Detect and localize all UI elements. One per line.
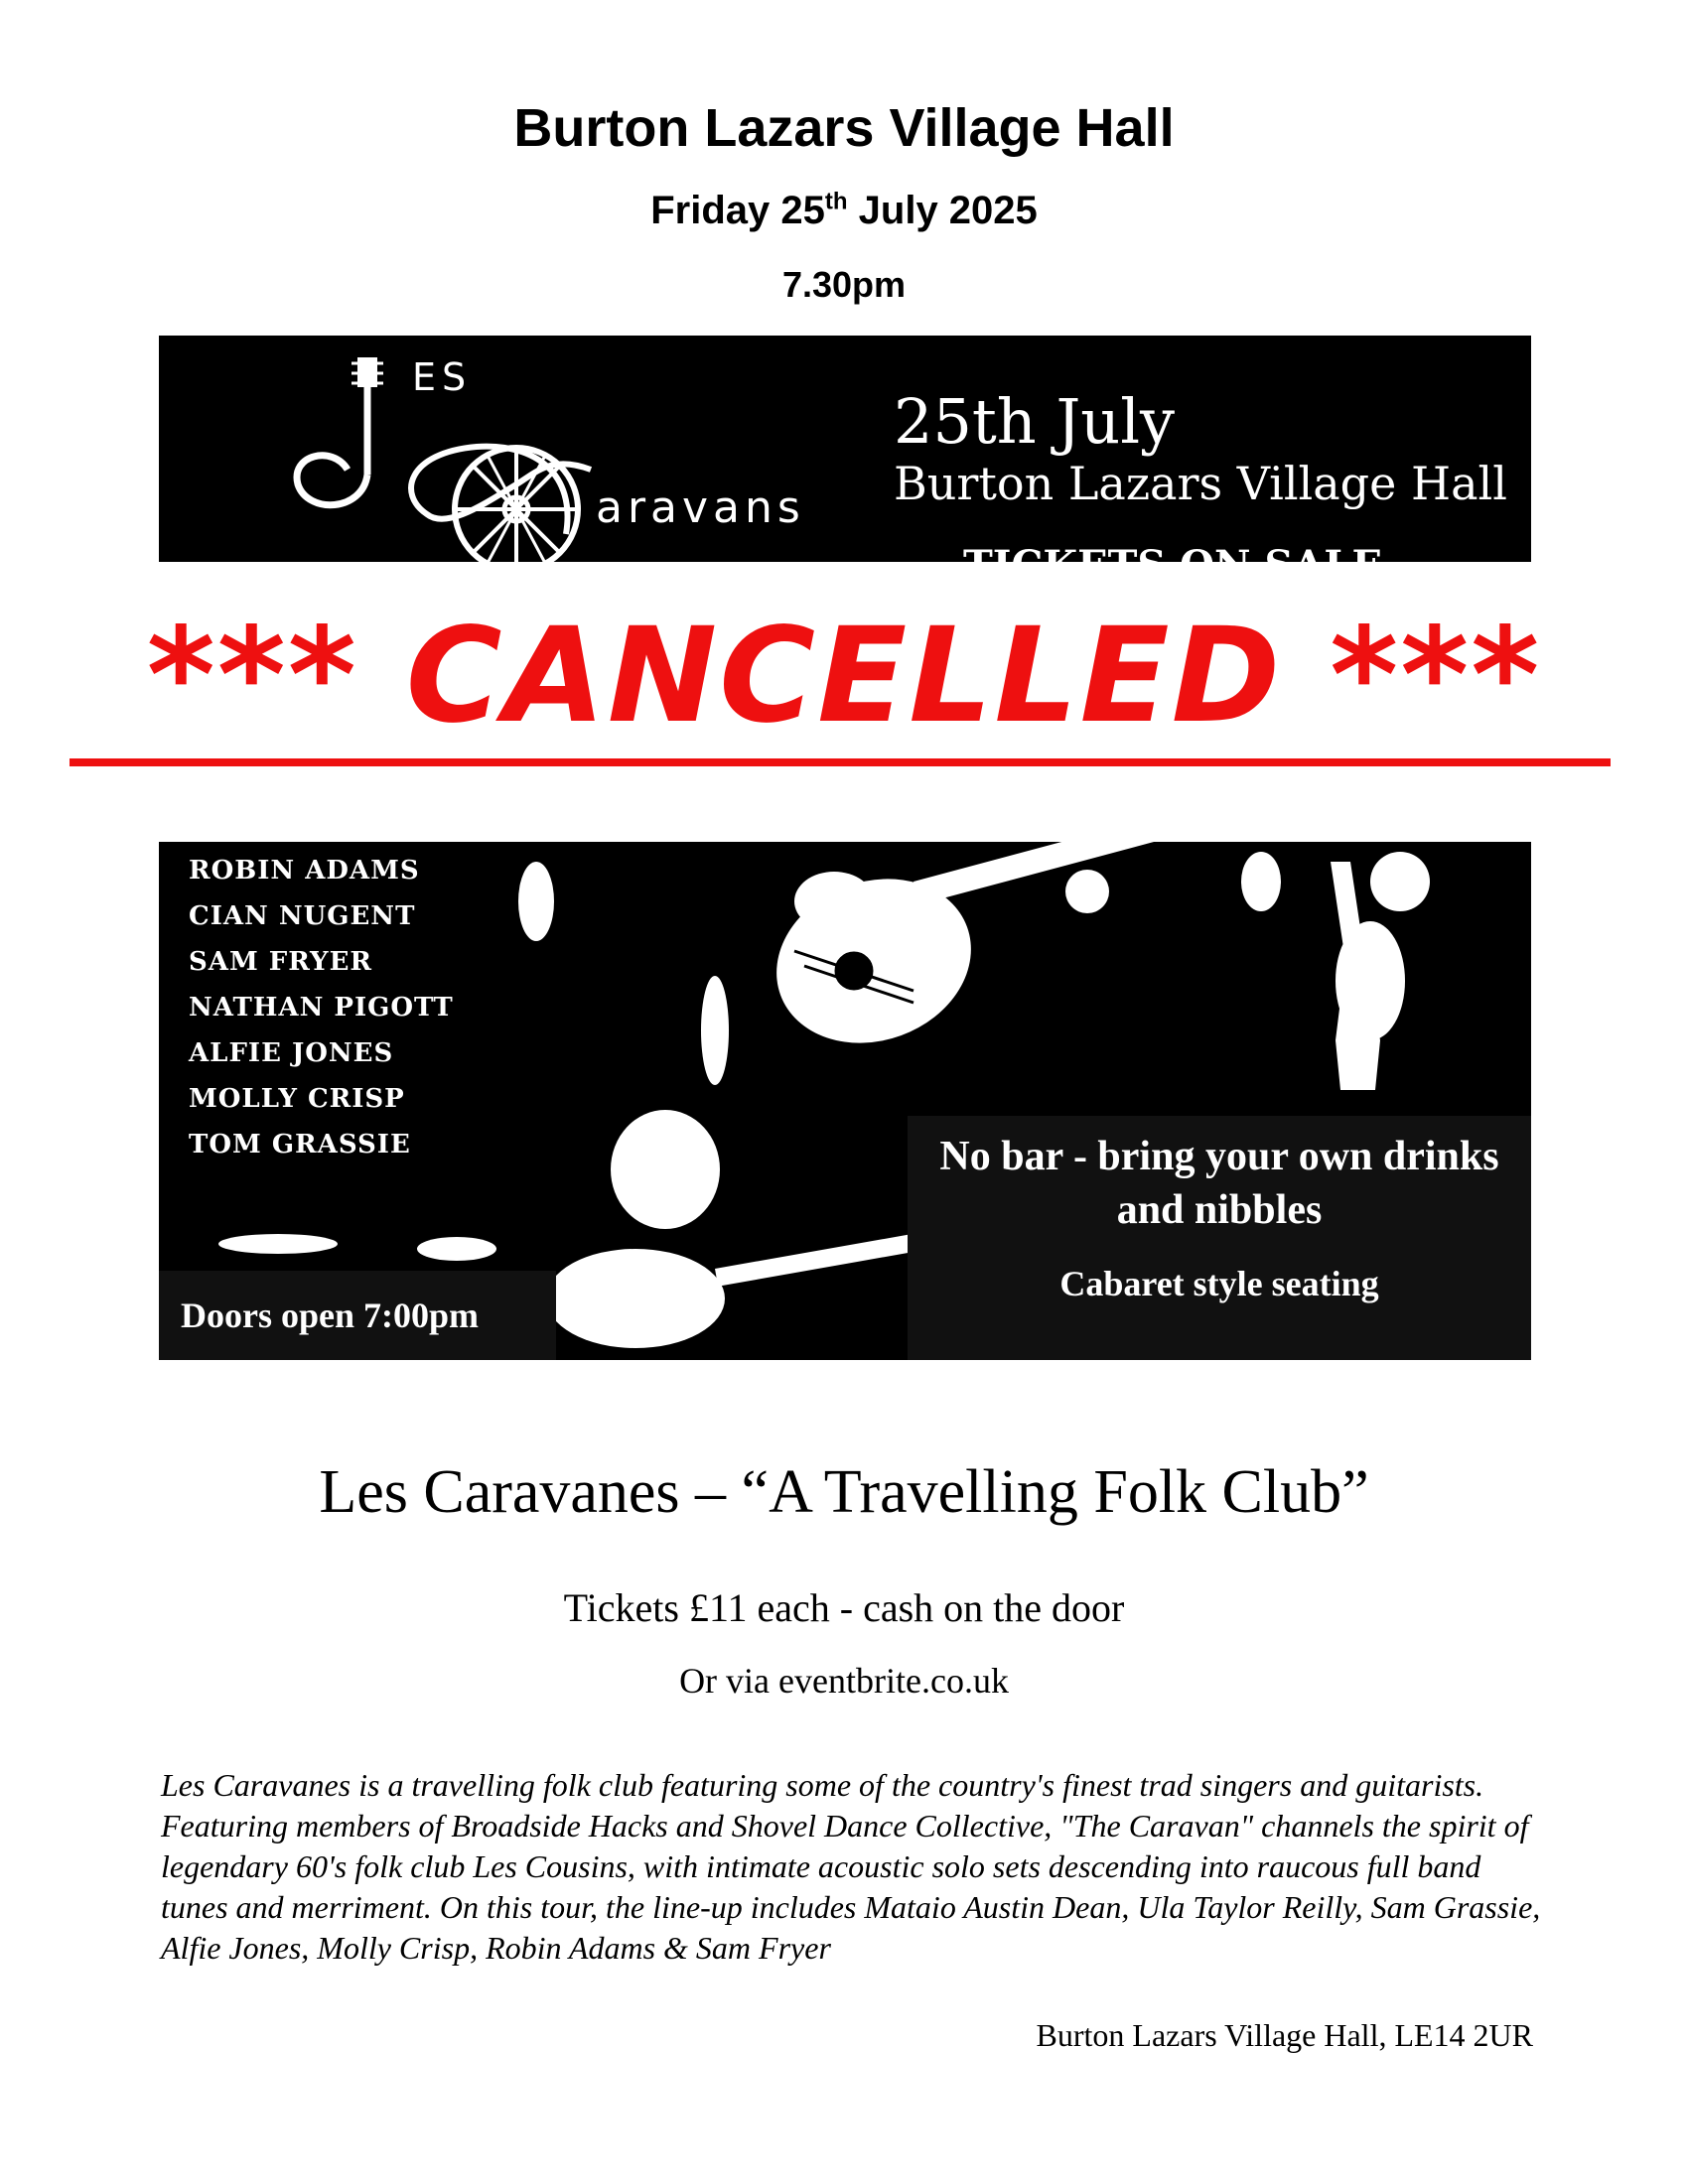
lineup-item: MOLLY CRISP bbox=[189, 1084, 405, 1114]
banner-venue: Burton Lazars Village Hall bbox=[894, 457, 1507, 510]
ticket-link-text: Or via eventbrite.co.uk bbox=[679, 1661, 1009, 1701]
ticket-price: Tickets £11 each - cash on the door bbox=[563, 1585, 1125, 1630]
venue-heading: Burton Lazars Village Hall bbox=[513, 98, 1175, 158]
venue-address: Burton Lazars Village Hall, LE14 2UR bbox=[1036, 2017, 1533, 2053]
info-box bbox=[908, 1116, 1531, 1360]
date-ordinal: th bbox=[824, 188, 848, 215]
lineup-item: ALFIE JONES bbox=[189, 1038, 394, 1068]
doors-open-text: Doors open 7:00pm bbox=[181, 1296, 480, 1335]
seating-note: Cabaret style seating bbox=[1059, 1264, 1379, 1303]
musicians-photo-banner bbox=[159, 842, 1531, 1360]
lineup-item: TOM GRASSIE bbox=[189, 1130, 411, 1160]
lineup-list bbox=[189, 848, 454, 1167]
cancelled-underline bbox=[70, 758, 1611, 766]
bar-note: No bar - bring your own drinks and nibbles bbox=[939, 1134, 1499, 1233]
event-title: Les Caravanes – “A Travelling Folk Club” bbox=[319, 1458, 1369, 1526]
logo-aravans-text: aravans bbox=[596, 482, 805, 533]
event-date bbox=[0, 189, 1688, 233]
cancelled-notice: *** CANCELLED *** bbox=[146, 600, 1542, 752]
lineup-item: CIAN NUGENT bbox=[189, 901, 416, 931]
date-suffix: July 2025 bbox=[847, 189, 1038, 232]
lineup-item: SAM FRYER bbox=[189, 947, 373, 977]
logo-es-text: ES bbox=[412, 355, 473, 399]
event-time: 7.30pm bbox=[781, 264, 907, 305]
lineup-item: NATHAN PIGOTT bbox=[189, 993, 454, 1023]
lineup-item: ROBIN ADAMS bbox=[189, 856, 420, 886]
banner-date: 25th July bbox=[894, 385, 1176, 458]
doors-box bbox=[159, 1271, 556, 1360]
promo-banner bbox=[159, 336, 1531, 589]
event-description: Les Caravanes is a travelling folk club featuring some of the country's finest trad singers and guitarists. Featuring members of Broadside Hacks and Shovel Dance Collective, "The Caravan" channels the spirit of legendary 60's folk club Les Cousins, with intimate acoustic solo sets descending into raucous full band tunes and merriment. On this tour, the line-up includes Mataio Austin Dean, Ula Taylor Reilly, Sam Grassie, Alfie Jones, Molly Crisp, Robin Adams & Sam Fryer bbox=[161, 1767, 1541, 1966]
date-prefix: Friday 25 bbox=[650, 189, 825, 232]
banner-tickets-partial: TICKETS ON SALE bbox=[963, 542, 1383, 589]
